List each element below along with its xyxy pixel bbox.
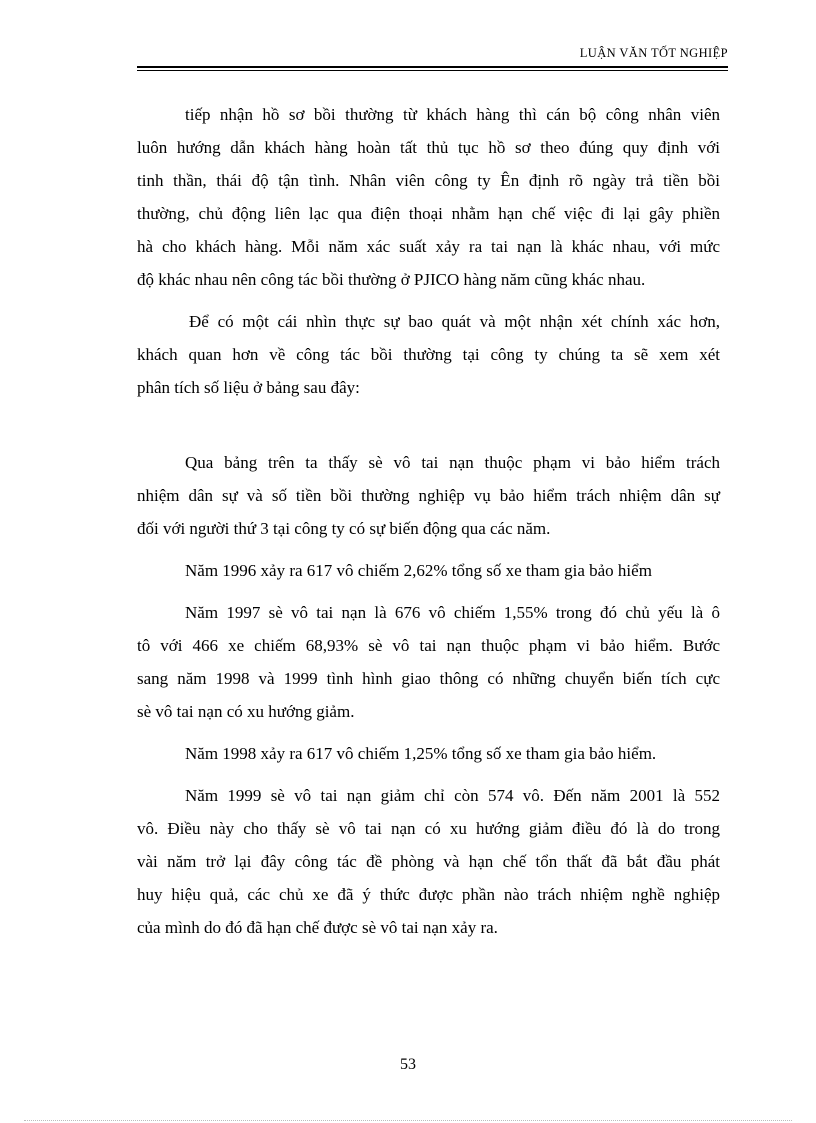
text-line: sang năm 1998 và 1999 tình hình giao thông có những chuyển biến tích cực bbox=[137, 669, 720, 688]
paragraph-table-intro bbox=[137, 305, 720, 404]
header-rule-thick bbox=[137, 66, 728, 68]
paragraph-year-1999-2001 bbox=[137, 779, 720, 944]
page-body bbox=[137, 98, 720, 944]
text-line: vài năm trở lại đây công tác đề phòng và hạn chế tổn thất đã bắt đầu phát bbox=[137, 852, 720, 871]
text-line: đối với người thứ 3 tại công ty có sự biến động qua các năm. bbox=[137, 519, 551, 538]
text-line: hà cho khách hàng. Mỗi năm xác suất xảy ra tai nạn là khác nhau, với mức bbox=[137, 237, 720, 256]
header-rule-thin bbox=[137, 70, 728, 71]
text-line: sè vô tai nạn có xu hướng giảm. bbox=[137, 702, 355, 721]
text-line: tô với 466 xe chiếm 68,93% sè vô tai nạn thuộc phạm vi bảo hiểm. Bước bbox=[137, 636, 720, 655]
text-line: khách quan hơn về công tác bồi thường tại công ty chúng ta sẽ xem xét bbox=[137, 345, 720, 364]
paragraph-claims-process bbox=[137, 98, 720, 296]
text-line: huy hiệu quả, các chủ xe đã ý thức được phần nào trách nhiệm nghề nghiệp bbox=[137, 885, 720, 904]
text-line: vô. Điều này cho thấy sè vô tai nạn có xu hướng giảm điều đó là do trong bbox=[137, 819, 720, 838]
text-line: của mình do đó đã hạn chế được sè vô tai nạn xảy ra. bbox=[137, 918, 498, 937]
text-line: Qua bảng trên ta thấy sè vô tai nạn thuộc phạm vi bảo hiểm trách bbox=[185, 453, 720, 472]
paragraph-year-1998 bbox=[137, 737, 720, 770]
running-header-title: LUẬN VĂN TỐT NGHIỆP bbox=[579, 46, 728, 60]
page-bottom-divider bbox=[24, 1120, 792, 1121]
text-line: thường, chủ động liên lạc qua điện thoại nhằm hạn chế việc đi lại gây phiền bbox=[137, 204, 720, 223]
text-line: Năm 1998 xảy ra 617 vô chiếm 1,25% tổng số xe tham gia bảo hiểm. bbox=[185, 744, 657, 763]
text-line: Để có một cái nhìn thực sự bao quát và một nhận xét chính xác hơn, bbox=[189, 312, 720, 331]
text-line: Năm 1997 sè vô tai nạn là 676 vô chiếm 1,55% trong đó chủ yếu là ô bbox=[185, 603, 720, 622]
text-line: Năm 1999 sè vô tai nạn giảm chỉ còn 574 vô. Đến năm 2001 là 552 bbox=[185, 786, 720, 805]
text-line: độ khác nhau nên công tác bồi thường ở PJICO hàng năm cũng khác nhau. bbox=[137, 270, 646, 289]
text-line: Năm 1996 xảy ra 617 vô chiếm 2,62% tổng số xe tham gia bảo hiểm bbox=[185, 561, 652, 580]
text-line: tiếp nhận hồ sơ bồi thường từ khách hàng thì cán bộ công nhân viên bbox=[185, 105, 720, 124]
text-line: luôn hướng dẫn khách hàng hoàn tất thủ tục hồ sơ theo đúng quy định với bbox=[137, 138, 720, 157]
paragraph-year-1996 bbox=[137, 554, 720, 587]
text-line: phân tích số liệu ở bảng sau đây: bbox=[137, 378, 360, 397]
text-line: tinh thần, thái độ tận tình. Nhân viên công ty Ên định rõ ngày trả tiền bồi bbox=[137, 171, 720, 190]
paragraph-year-1997 bbox=[137, 596, 720, 728]
text-line: nhiệm dân sự và số tiền bồi thường nghiệp vụ bảo hiểm trách nhiệm dân sự bbox=[137, 486, 720, 505]
page-number: 53 bbox=[400, 1056, 416, 1073]
paragraph-table-analysis bbox=[137, 446, 720, 545]
